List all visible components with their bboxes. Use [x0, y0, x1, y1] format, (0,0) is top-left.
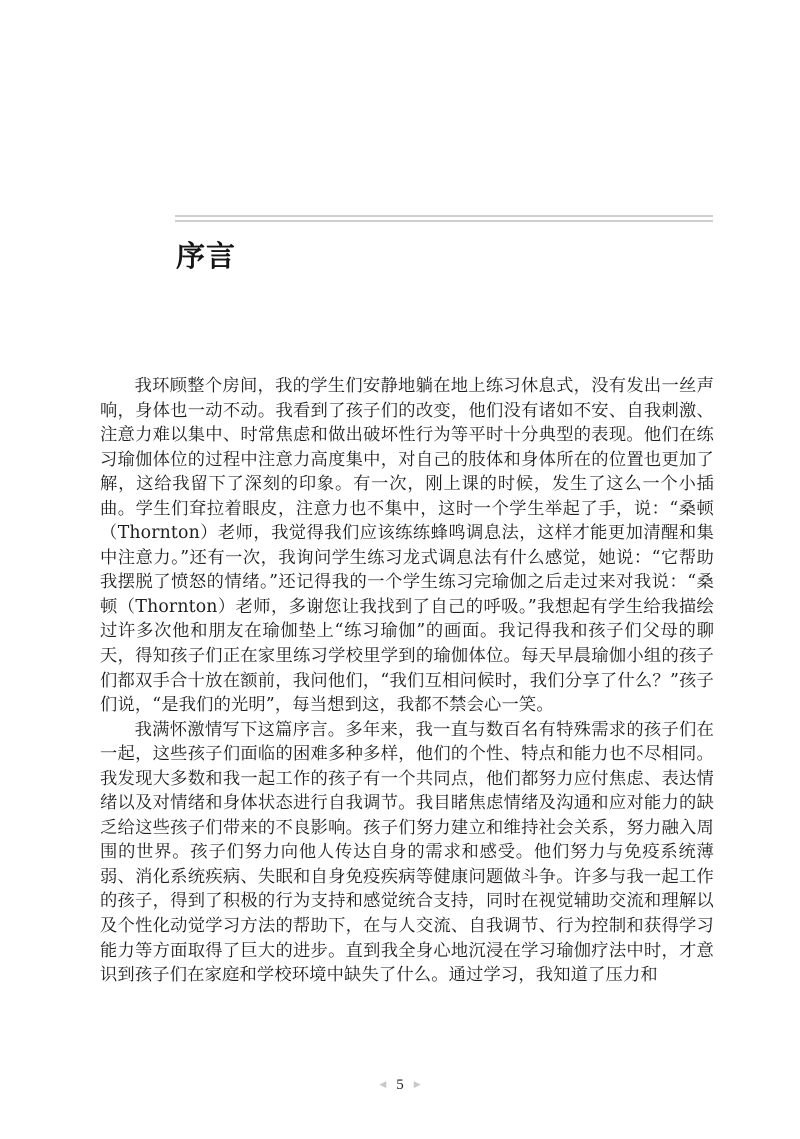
paragraph: 我满怀激情写下这篇序言。多年来，我一直与数百名有特殊需求的孩子们在一起，这些孩子们面临的困难多种多样，他们的个性、特点和能力也不尽相同。我发现大多数和我一起工作的孩子有一个共同点，他们都努力应付焦虑、表达情绪以及对情绪和身体状态进行自我调节。我目睹焦虑情绪及沟通和应对能力的缺乏给这些孩子们带来的不良影响。孩子们努力建立和维持社会关系，努力融入周围的世界。孩子们努力向他人传达自身的需求和感受。他们努力与免疫系统薄弱、消化系统疾病、失眠和自身免疫疾病等健康问题做斗争。许多与我一起工作的孩子，得到了积极的行为支持和感觉统合支持，同时在视觉辅助交流和理解以及个性化动觉学习方法的帮助下，在与人交流、自我调节、行为控制和获得学习能力等方面取得了巨大的进步。直到我全身心地沉浸在学习瑜伽疗法中时，才意识到孩子们在家庭和学校环境中缺失了什么。通过学习，我知道了压力和 [100, 719, 714, 986]
chapter-title: 序言 [176, 239, 237, 273]
header-rule-top [175, 215, 713, 217]
right-triangle-icon: ▶ [413, 1080, 421, 1090]
body-text [100, 374, 714, 988]
page-footer [0, 1077, 800, 1094]
paragraph: 我环顾整个房间，我的学生们安静地躺在地上练习休息式，没有发出一丝声响，身体也一动不动。我看到了孩子们的改变，他们没有诸如不安、自我刺激、注意力难以集中、时常焦虑和做出破坏性行为等平时十分典型的表现。他们在练习瑜伽体位的过程中注意力高度集中，对自己的肢体和身体所在的位置也更加了解，这给我留下了深刻的印象。有一次，刚上课的时候，发生了这么一个小插曲。学生们耷拉着眼皮，注意力也不集中，这时一个学生举起了手，说：“桑顿（Thornton）老师，我觉得我们应该练练蜂鸣调息法，这样才能更加清醒和集中注意力。”还有一次，我询问学生练习龙式调息法有什么感觉，她说：“它帮助我摆脱了愤怒的情绪。”还记得我的一个学生练习完瑜伽之后走过来对我说：“桑顿（Thornton）老师，多谢您让我找到了自己的呼吸。”我想起有学生给我描绘过许多次他和朋友在瑜伽垫上“练习瑜伽”的画面。我记得我和孩子们父母的聊天，得知孩子们正在家里练习学校里学到的瑜伽体位。每天早晨瑜伽小组的孩子们都双手合十放在额前，我问他们，“我们互相问候时，我们分享了什么？”孩子们说，“是我们的光明”，每当想到这，我都不禁会心一笑。 [100, 376, 714, 716]
left-triangle-icon: ◀ [379, 1080, 387, 1090]
header-rule-bottom [175, 220, 713, 222]
page-number: 5 [396, 1077, 404, 1093]
